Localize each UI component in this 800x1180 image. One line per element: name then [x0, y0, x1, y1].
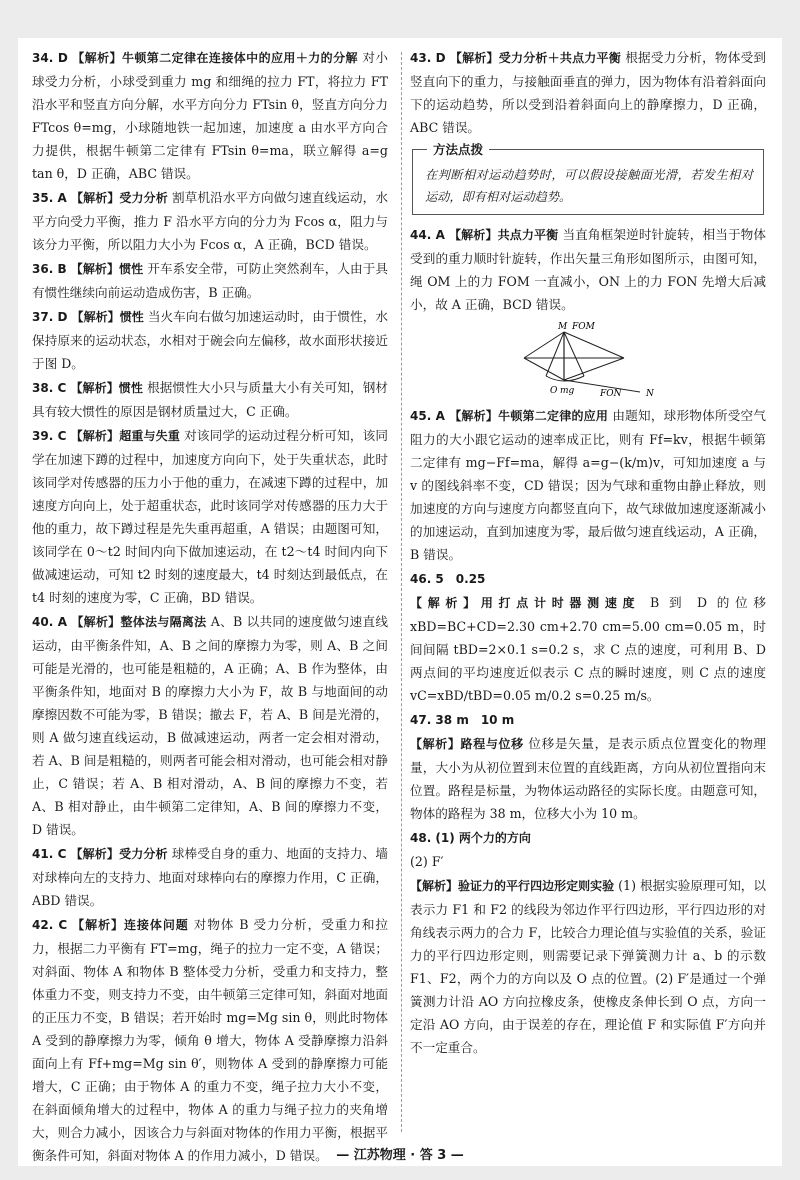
analysis-tag: 【解析】牛顿第二定律在连接体中的应用＋力的分解 [72, 51, 358, 65]
diagram-line-d [564, 358, 624, 380]
analysis-tag: 【解析】路程与位移 [410, 737, 524, 751]
analysis-body: 割草机沿水平方向做匀速直线运动，水平方向受力平衡，推力 F 沿水平方向的分力为 Fcos α，阻力与该分力平衡，所以阻力大小为 Fcos α，A 正确，BCD 错误。 [32, 190, 388, 252]
analysis-tag: 【解析】惯性 [70, 381, 143, 395]
answer-35 [32, 186, 388, 256]
diagram-label-n: N [646, 389, 654, 398]
analysis-body: B 到 D 的位移 xBD=BC+CD=2.30 cm+2.70 cm=5.00 cm=0.05 m，时间间隔 tBD=2×0.1 s=0.2 s，求 C 点的速度，可利用 B、D 两点间的平均速度近似表示 C 点的瞬时速度，则 C 点的速度 vC=xBD/tBD=0.05 m/0.2 s=0.25 m/s。 [410, 595, 766, 703]
analysis-body: 当火车向右做匀加速运动时，由于惯性，水保持原来的运动状态，水相对于碗会向左偏移，故水面形状接近于图 D。 [32, 309, 388, 371]
question-number: 40. A [32, 615, 68, 629]
analysis-body: (1) 根据实验原理可知，以表示力 F1 和 F2 的线段为邻边作平行四边形，平行四边形的对角线表示两力的合力 F，比较合力理论值与实验值的关系，验证力的平行四边形定则，则需要记录下弹簧测力计 a、b 的示数 F1、F2，两个力的方向以及 O 点的位置。(2) F′是通过一个弹簧测力计沿 AO 方向拉橡皮条，使橡皮条伸长到 O 点，方向一定沿 AO 方向，由于误差的存在，理论值 F 和实际值 F′方向并不一定重合。 [410, 878, 766, 1055]
question-number: 41. C [32, 847, 67, 861]
method-tip-box [412, 142, 764, 215]
question-number: 37. D [32, 310, 68, 324]
question-number: 38. C [32, 381, 67, 395]
answer-36 [32, 257, 388, 304]
answer-sheet [18, 38, 782, 1166]
diagram-label-fon: FON [600, 389, 622, 398]
question-number: 39. C [32, 429, 67, 443]
answer-47 [410, 708, 766, 825]
page-footer: — 江苏物理 · 答 3 — [336, 1148, 464, 1163]
question-number: 42. C [32, 918, 68, 932]
analysis-body: 球棒受自身的重力、地面的支持力、墙对球棒向左的支持力、地面对球棒向右的摩擦力作用，C 正确，ABD 错误。 [32, 846, 388, 908]
question-number: 36. B [32, 262, 67, 276]
diagram-line-c [524, 358, 564, 380]
question-number: 43. D [410, 51, 446, 65]
diagram-line-om [524, 332, 564, 358]
answer-44 [410, 223, 766, 316]
answer-34 [32, 46, 388, 185]
diagram-line-a [546, 332, 564, 376]
question-number: 35. A [32, 191, 67, 205]
right-column [410, 46, 766, 1060]
analysis-body: 对该同学的运动过程分析可知，该同学在加速下蹲的过程中，加速度方向向下，处于失重状态，此时该同学对传感器的压力小于他的重力，在减速下蹲的过程中，加速度方向向上，处于超重状态，此时该同学对传感器的压力大于他的重力，故下蹲过程是先失重再超重，A 错误；由题图可知，该同学在 0～t2 时间内向下做加速运动，在 t2～t4 时间内向下做减速运动，可知 t2 时刻的速度最大，t4 时刻达到最低点，在 t4 时刻的速度为零，C 正确，BD 错误。 [32, 428, 388, 605]
answer-40 [32, 610, 388, 841]
analysis-tag: 【解析】惯性 [71, 310, 144, 324]
analysis-tag: 【解析】整体法与隔离法 [71, 615, 207, 629]
method-tip-title: 方法点拨 [427, 139, 489, 161]
analysis-body: (2) F′ [410, 854, 444, 869]
analysis-tag: 【解析】超重与失重 [70, 429, 180, 443]
answer-48-analysis [410, 874, 766, 1059]
answer-45 [410, 404, 766, 566]
analysis-body: 根据惯性大小只与质量大小有关可知，钢材具有较大惯性的原因是钢材质量过大，C 正确。 [32, 380, 388, 419]
analysis-body: 位移是矢量，是表示质点位置变化的物理量，大小为从初位置到末位置的直线距离，方向从初位置指向末位置。路程是标量，为物体运动路径的实际长度。由题意可知，物体的路程为 38 m，位移大小为 10 m。 [410, 736, 766, 821]
analysis-tag: 【解析】受力分析 [70, 191, 168, 205]
analysis-tag: 【解析】共点力平衡 [449, 228, 559, 242]
vector-triangle-diagram [520, 320, 670, 398]
answer-37 [32, 305, 388, 375]
analysis-tag: 【解析】连接体问题 [72, 918, 189, 932]
answer-39 [32, 424, 388, 609]
question-number: 44. A [410, 228, 445, 242]
analysis-body: 对物体 B 受力分析，受重力和拉力，根据二力平衡有 FT=mg，绳子的拉力一定不变，A 错误；对斜面、物体 A 和物体 B 整体受力分析，受重力和支持力，整体重力不变，则支持力不变，由牛顿第三定律可知，斜面对地面的正压力不变，B 错误；若开始时 mg=Mg sin θ，则此时物体 A 受到的静摩擦力为零，倾角 θ 增大，物体 A 受静摩擦力沿斜面向上有 Ff+mg=Mg sin θ′，则物体 A 受到的静摩擦力可能增大，C 正确；由于物体 A 的重力不变，绳子拉力大小不变，在斜面倾角增大的过程中，物体 A 的重力与绳子拉力的夹角增大，则合力减小，因该合力与斜面对物体的作用力平衡，根据平衡条件可知，斜面对物体 A 的作用力减小，D 错误。 [32, 917, 388, 1163]
question-number: 48. (1) 两个力的方向 [410, 831, 531, 845]
analysis-body: 当直角框架逆时针旋转，相当于物体受到的重力顺时针旋转，作出矢量三角形如图所示，由图可知，绳 OM 上的力 FOM 一直减小，ON 上的力 FON 先增大后减小，故 A 正确，BCD 错误。 [410, 227, 767, 312]
diagram-label-fom: FOM [572, 322, 595, 332]
answer-41 [32, 842, 388, 912]
diagram-line-mn [564, 332, 624, 358]
answer-42 [32, 913, 388, 1167]
answer-43 [410, 46, 766, 139]
question-number: 47. 38 m 10 m [410, 713, 515, 727]
question-number: 46. 5 0.25 [410, 572, 486, 586]
analysis-body: 根据受力分析，物体受到竖直向下的重力，与接触面垂直的弹力，因为物体有沿着斜面向下的运动趋势，所以受到沿着斜面向上的静摩擦力，D 正确，ABC 错误。 [410, 50, 766, 135]
analysis-tag: 【解析】受力分析 [70, 847, 168, 861]
analysis-body: A、B 以共同的速度做匀速直线运动，由平衡条件知，A、B 之间的摩擦力为零，则 A、B 之间可能是光滑的，也可能是粗糙的，A 正确；A、B 作为整体，由平衡条件知，地面对 B 的摩擦力大小为 F，故 B 与地面间的动摩擦因数不可能为零，B 错误；撤去 F，若 A、B 间是光滑的，则 A 做匀速直线运动，B 做减速运动，两者一定会相对滑动，若 A、B 间是粗糙的，则两者可能会相对滑动，也可能会相对静止，C 错误；若 A、B 相对滑动，A、B 间的摩擦力不变，若 A、B 相对静止，由牛顿第二定律知，A、B 间的摩擦力不变，D 错误。 [32, 614, 388, 837]
diagram-label-o: O [550, 386, 558, 396]
column-divider [401, 52, 402, 1132]
analysis-tag: 【解析】受力分析＋共点力平衡 [449, 51, 621, 65]
analysis-tag: 【解析】牛顿第二定律的应用 [449, 409, 609, 423]
diagram-line-b [564, 332, 584, 376]
diagram-label-mg: mg [560, 386, 575, 396]
analysis-body: 对小球受力分析，小球受到重力 mg 和细绳的拉力 FT，将拉力 FT 沿水平和竖直方向分解，水平方向分力 FTsin θ，竖直方向分力 FTcos θ=mg，小球随地铁一起加速，加速度 a 由水平方向合力提供，根据牛顿第二定律有 FTsin θ=ma，联立解得 a=g tan θ，D 正确，ABC 错误。 [32, 50, 388, 181]
answer-38 [32, 376, 388, 423]
question-number: 34. D [32, 51, 68, 65]
analysis-body: 由题知，球形物体所受空气阻力的大小跟它运动的速率成正比，则有 Ff=kv，根据牛顿第二定律有 mg−Ff=ma，解得 a=g−(k/m)v，可知加速度 a 与 v 的图线斜率不变，CD 错误；因为气球和重物由静止释放，则加速度的方向与速度方向都竖直向下，故气球做加速度逐渐减小的加速运动，直到加速度为零，最后做匀速直线运动，A 正确，B 错误。 [410, 408, 766, 562]
answer-48 [410, 826, 766, 873]
method-tip-text: 在判断相对运动趋势时，可以假设接触面光滑，若发生相对运动，即有相对运动趋势。 [425, 168, 753, 204]
diagram-label-m: M [558, 322, 568, 332]
question-number: 45. A [410, 409, 445, 423]
analysis-tag: 【解析】惯性 [70, 262, 144, 276]
answer-46 [410, 567, 766, 707]
analysis-tag: 【解析】验证力的平行四边形定则实验 [410, 879, 615, 893]
analysis-tag: 【解析】用打点计时器测速度 [410, 596, 641, 610]
left-column [32, 46, 388, 1168]
analysis-body: 开车系安全带，可防止突然刹车，人由于具有惯性继续向前运动造成伤害，B 正确。 [32, 261, 388, 300]
